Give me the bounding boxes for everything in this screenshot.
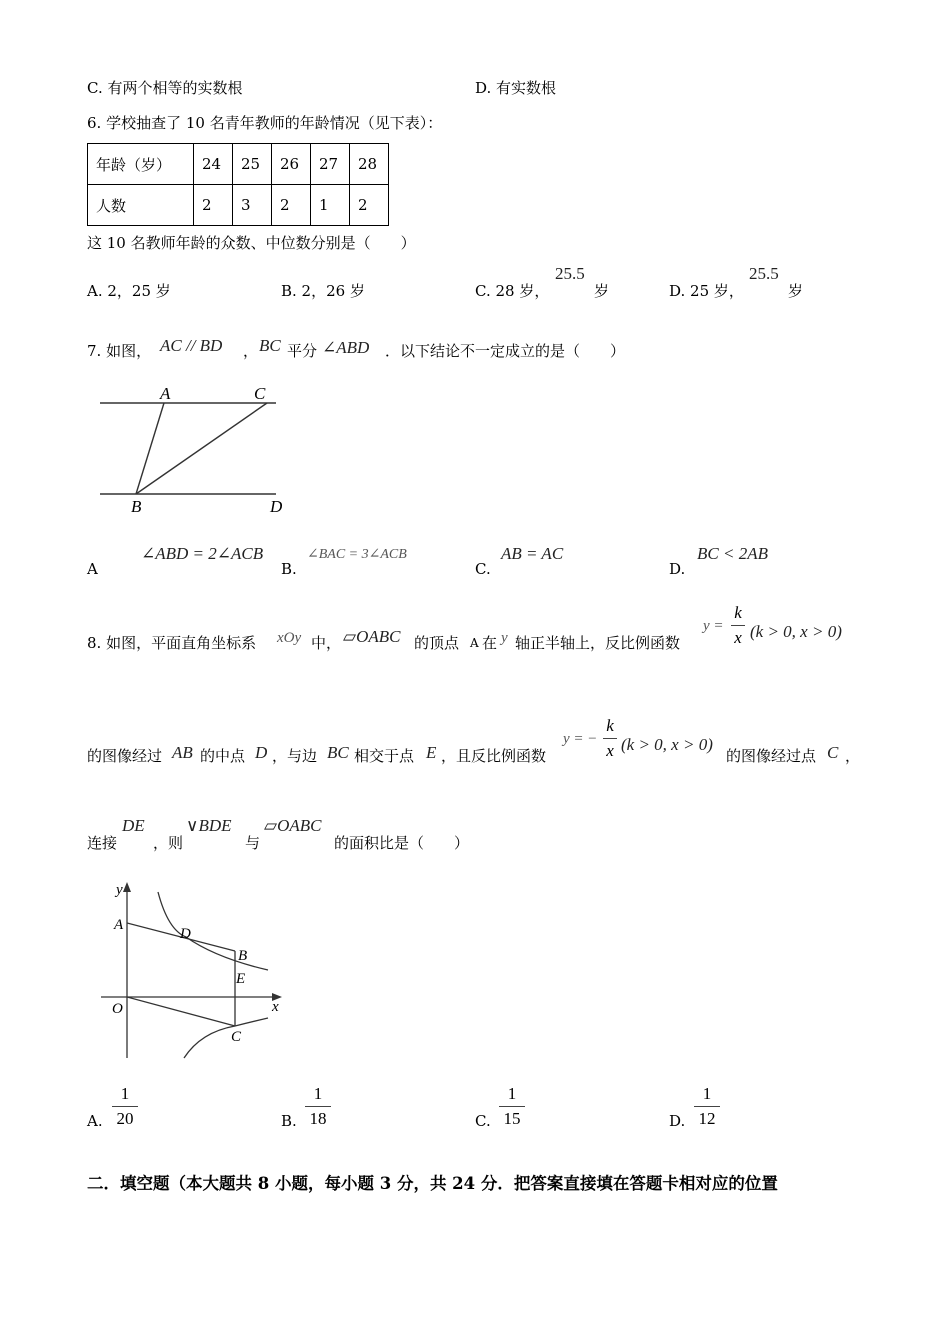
frac-num: 1 <box>120 1084 130 1103</box>
q8-c: C <box>827 743 839 762</box>
fraction-bar <box>603 738 617 739</box>
q8-line1-mid2: 的顶点 <box>414 634 460 652</box>
q8-line2-mid4: ，且反比例函数 <box>441 747 547 765</box>
q8-option-a-frac <box>112 1084 138 1129</box>
frac-num: 1 <box>313 1084 323 1103</box>
label-y: y <box>116 882 123 898</box>
q8-line2-mid1: 的中点 <box>200 747 246 765</box>
segment-ab <box>136 403 164 494</box>
age-table <box>87 143 389 226</box>
frac-den: 20 <box>116 1109 134 1128</box>
frac-den: 12 <box>698 1109 716 1128</box>
q8-line2-end: ， <box>845 747 861 765</box>
label-o: O <box>112 1001 123 1017</box>
q7-math-angle: ∠ABD <box>322 338 370 357</box>
q8-line2-mid2: ，与边 <box>272 747 318 765</box>
q7-option-a-letter: A <box>87 560 98 578</box>
q8-line1-mid3: 在 <box>482 634 498 652</box>
segment-bc <box>136 403 267 494</box>
q8-d: D <box>255 743 268 762</box>
q8-line2-mid3: 相交于点 <box>354 747 415 765</box>
table-row <box>88 185 389 226</box>
q8-bc: BC <box>327 743 349 762</box>
table-cell: 24 <box>194 144 233 185</box>
q7-prefix: 7. 如图， <box>87 342 152 360</box>
q6-option-c-prefix: C. 28 岁， <box>475 282 550 300</box>
table-header-label: 年龄（岁） <box>88 144 194 185</box>
q8-option-d-letter: D. <box>669 1112 686 1130</box>
q8-func1-num: k <box>734 603 742 622</box>
q8-func1-frac <box>731 603 745 648</box>
label-a: A <box>160 384 171 403</box>
q6-option-a: A. 2，25 岁 <box>87 282 171 300</box>
frac-num: 1 <box>702 1084 712 1103</box>
q8-func2-den: x <box>606 741 614 760</box>
label-a: A <box>114 917 124 933</box>
q8-line3-mid1: ，则 <box>153 834 184 852</box>
q6-option-d-prefix: D. 25 岁， <box>669 282 744 300</box>
q7-option-d-math: BC < 2AB <box>697 544 768 563</box>
fraction-bar <box>112 1106 138 1107</box>
q8-figure <box>96 880 296 1065</box>
q8-option-d-frac <box>694 1084 720 1129</box>
fraction-bar <box>731 625 745 626</box>
table-cell: 2 <box>272 185 311 226</box>
q8-func1-lhs: y = <box>703 618 724 634</box>
side-oc <box>127 997 235 1026</box>
fraction-bar <box>305 1106 331 1107</box>
table-cell: 2 <box>194 185 233 226</box>
q7-sep: ， <box>243 342 259 360</box>
q8-line3-mid2: 与 <box>245 834 261 852</box>
q7-option-c-letter: C. <box>475 560 491 578</box>
fraction-bar <box>694 1106 720 1107</box>
table-count-label: 人数 <box>88 185 194 226</box>
q6-option-d-suffix: 岁 <box>788 282 804 300</box>
q8-line2-prefix: 的图像经过 <box>87 747 163 765</box>
q8-option-a-letter: A. <box>87 1112 103 1130</box>
table-cell: 28 <box>350 144 389 185</box>
table-cell: 27 <box>311 144 350 185</box>
table-cell: 2 <box>350 185 389 226</box>
q7-mid: 平分 <box>287 342 318 360</box>
label-c: C <box>231 1029 242 1045</box>
q7-option-b-math: ∠BAC = 3∠ACB <box>307 547 407 562</box>
q8-point-a: A <box>470 636 479 650</box>
q8-func2-lhs: y = − <box>563 731 598 747</box>
label-b: B <box>131 497 142 516</box>
frac-num: 1 <box>507 1084 517 1103</box>
table-row <box>88 144 389 185</box>
q8-line1-prefix: 8. 如图，平面直角坐标系 <box>87 634 257 652</box>
q8-xoy: xOy <box>277 630 302 646</box>
q6-stem: 6. 学校抽查了 10 名青年教师的年龄情况（见下表）： <box>87 114 443 132</box>
q7-math-parallel: AC // BD <box>160 336 223 355</box>
q8-option-b-letter: B. <box>281 1112 297 1130</box>
label-b: B <box>238 948 248 964</box>
q6-option-d-value: 25.5 <box>749 264 779 283</box>
q8-line3-suffix: 的面积比是（ ） <box>334 834 470 852</box>
table-cell: 3 <box>233 185 272 226</box>
q8-line1-mid4: 轴正半轴上，反比例函数 <box>515 634 681 652</box>
section-2-heading: 二．填空题（本大题共 8 小题，每小题 3 分，共 24 分．把答案直接填在答题卡相对应的位置 <box>87 1174 778 1193</box>
q8-option-b-frac <box>305 1084 331 1129</box>
frac-den: 18 <box>309 1109 327 1128</box>
q7-math-bc: BC <box>259 336 281 355</box>
q8-oabc: ▱OABC <box>343 627 401 646</box>
table-cell: 26 <box>272 144 311 185</box>
label-x: x <box>272 999 279 1015</box>
q7-suffix: ．以下结论不一定成立的是（ ） <box>385 342 626 360</box>
q8-func2-num: k <box>606 716 614 735</box>
q8-de: DE <box>122 816 145 835</box>
q8-para-oabc: ▱OABC <box>264 816 322 835</box>
q7-option-b-letter: B. <box>281 560 297 578</box>
q8-func2-cond: (k > 0, x > 0) <box>621 735 713 754</box>
q8-line3-prefix: 连接 <box>87 834 118 852</box>
q8-func1-den: x <box>734 628 742 647</box>
q7-option-a-math: ∠ABD = 2∠ACB <box>141 544 264 563</box>
y-axis-arrow <box>123 882 131 892</box>
q5-option-d: D. 有实数根 <box>475 79 557 97</box>
q5-option-c: C. 有两个相等的实数根 <box>87 79 243 97</box>
q8-y-axis: y <box>501 630 508 646</box>
curve-k-over-x <box>158 892 268 970</box>
q8-option-c-letter: C. <box>475 1112 491 1130</box>
q8-option-c-frac <box>499 1084 525 1129</box>
q8-func2-frac <box>603 716 617 761</box>
q8-func1-cond: (k > 0, x > 0) <box>750 622 842 641</box>
q8-line2-mid5: 的图像经过点 <box>726 747 817 765</box>
frac-den: 15 <box>503 1109 521 1128</box>
fraction-bar <box>499 1106 525 1107</box>
q8-line1-mid1: 中， <box>311 634 342 652</box>
q8-ab: AB <box>172 743 193 762</box>
label-d: D <box>180 926 191 942</box>
table-cell: 25 <box>233 144 272 185</box>
q7-option-d-letter: D. <box>669 560 686 578</box>
q6-option-b: B. 2，26 岁 <box>281 282 365 300</box>
q8-triangle-bde: ∨BDE <box>186 816 232 835</box>
q8-e: E <box>426 743 437 762</box>
q6-question: 这 10 名教师年龄的众数、中位数分别是（ ） <box>87 234 416 252</box>
table-cell: 1 <box>311 185 350 226</box>
q7-option-c-math: AB = AC <box>501 544 564 563</box>
label-c: C <box>254 384 266 403</box>
label-e: E <box>236 971 246 987</box>
q6-option-c-suffix: 岁 <box>594 282 610 300</box>
label-d: D <box>270 497 283 516</box>
q7-figure <box>96 380 296 520</box>
q6-option-c-value: 25.5 <box>555 264 585 283</box>
